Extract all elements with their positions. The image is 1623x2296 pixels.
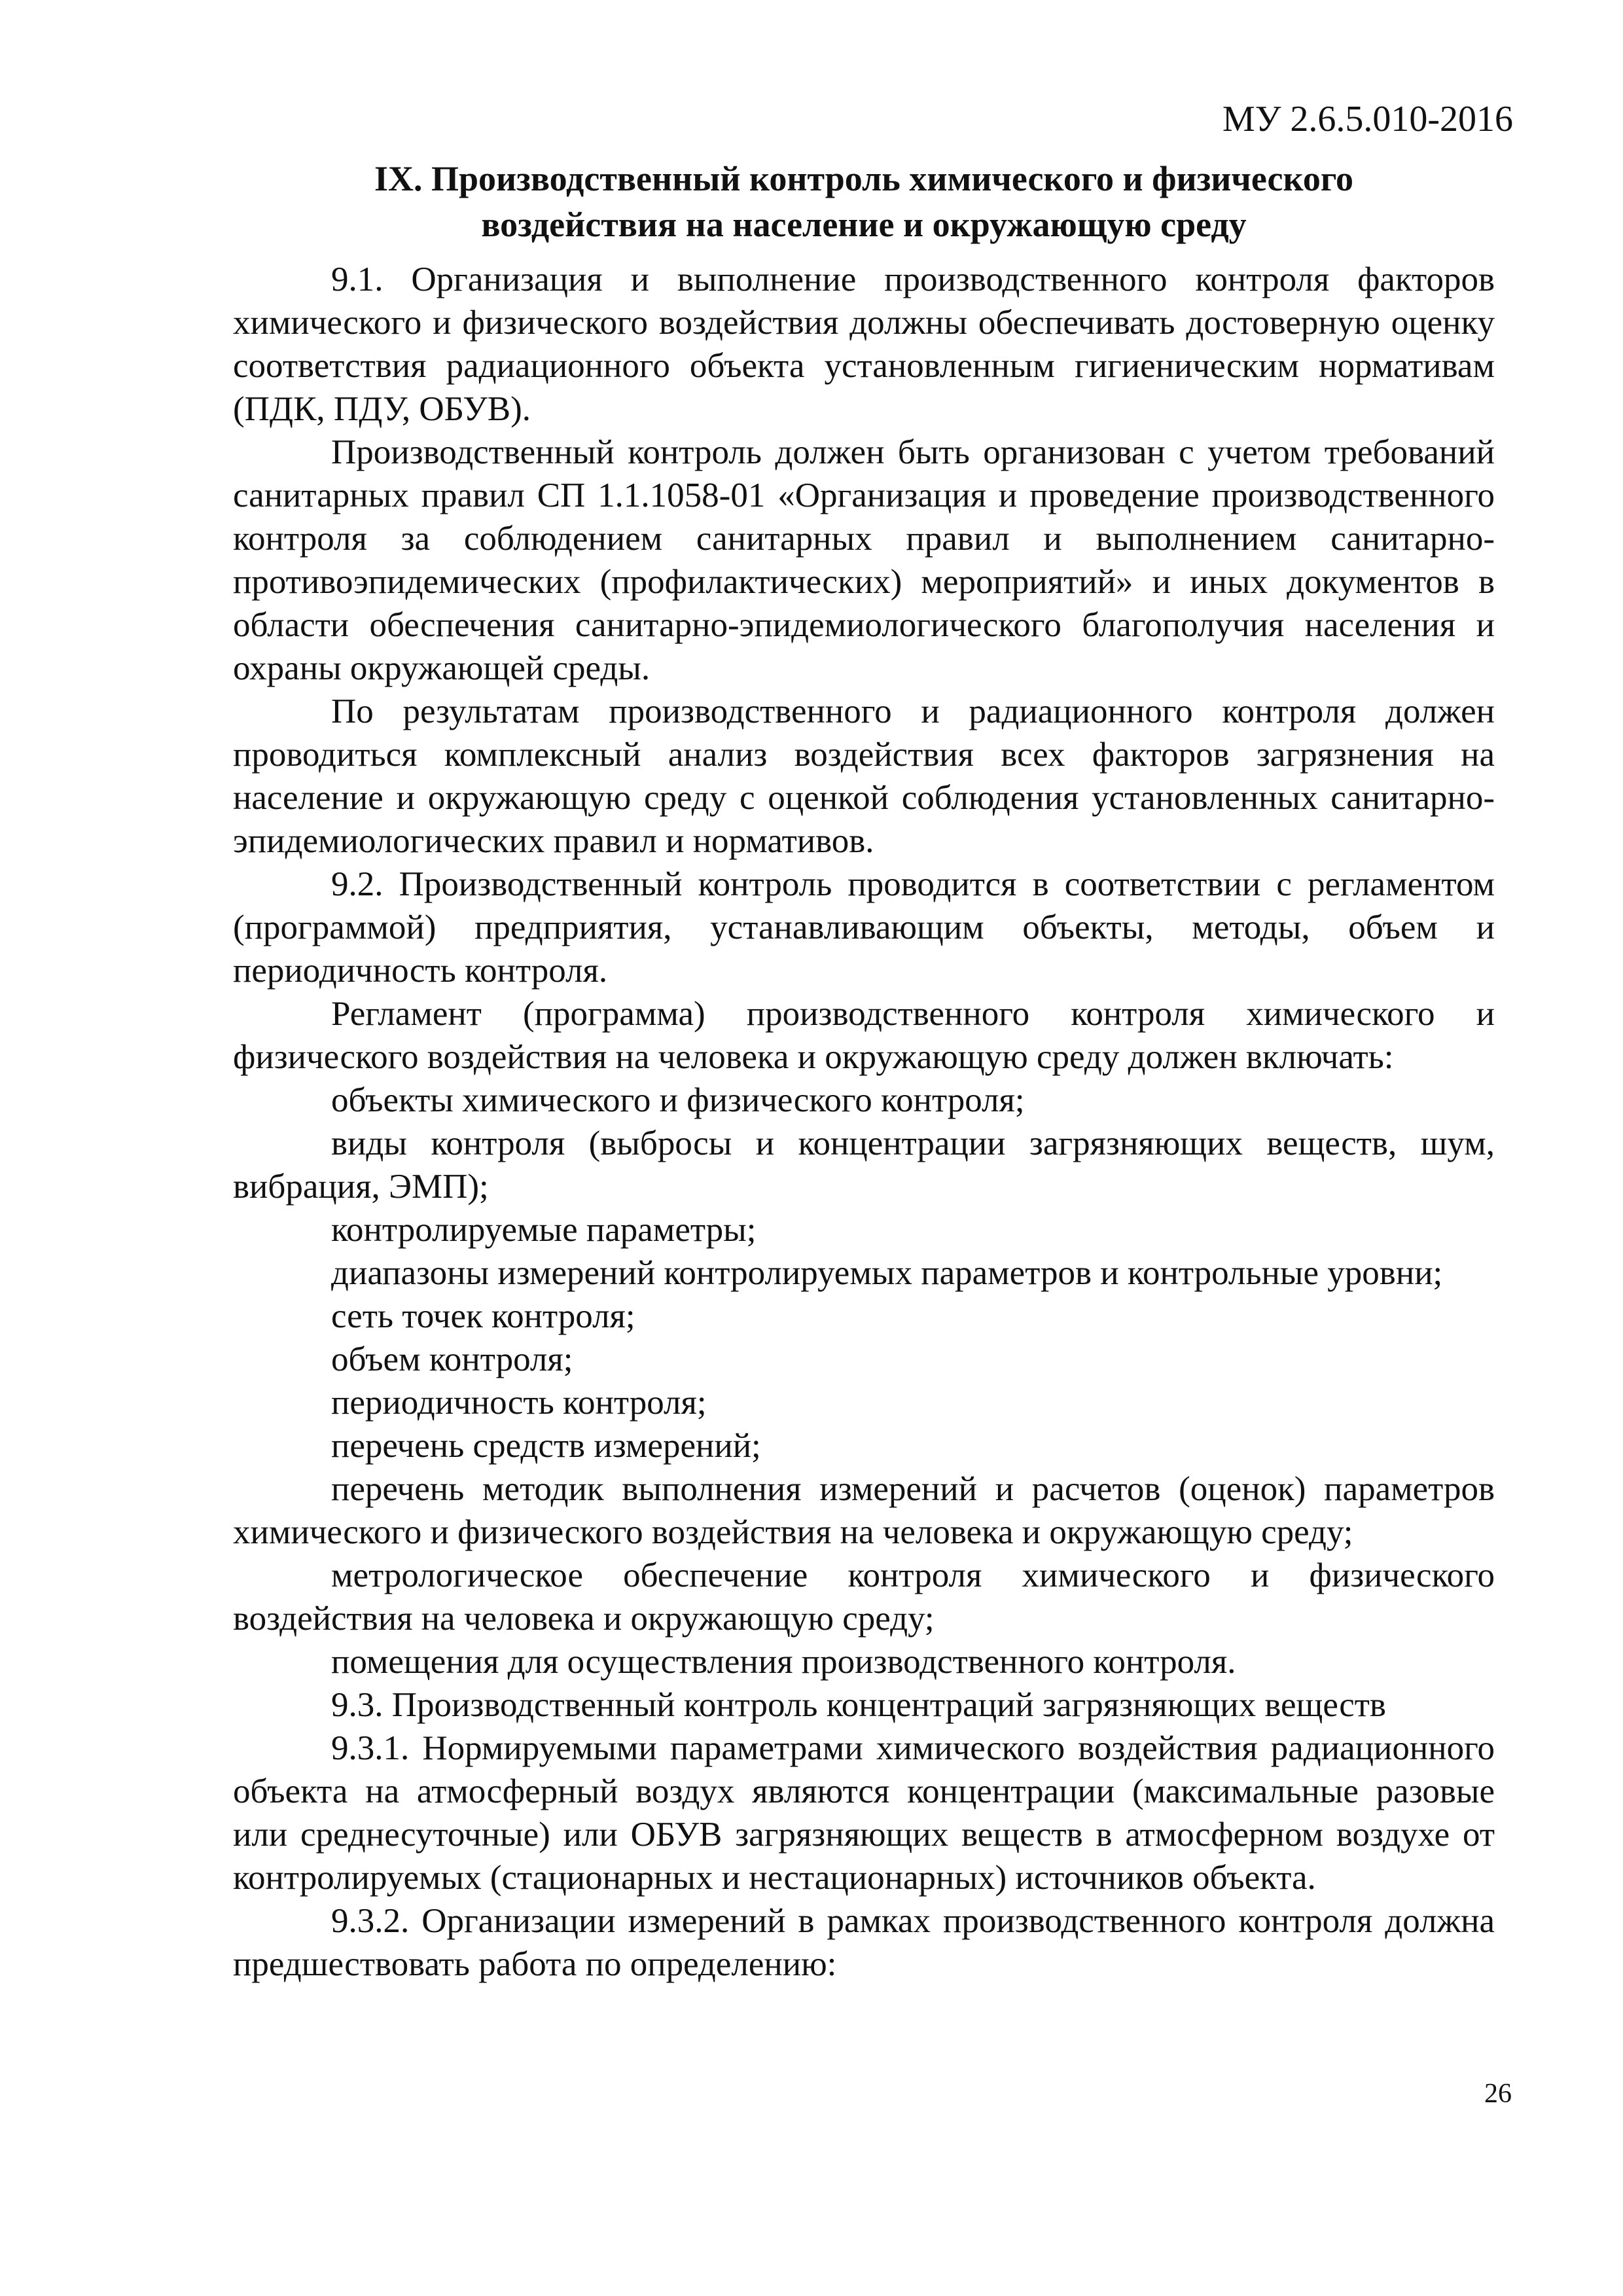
list-item: объем контроля;	[331, 1340, 573, 1378]
section-title-line-1: IX. Производственный контроль химического и физического	[374, 159, 1354, 198]
page-number: 26	[1484, 2079, 1512, 2109]
paragraph-complex-analysis: По результатам производственного и радиационного контроля должен проводиться комплексный анализ воздействия всех факторов загрязнения на население и окружающую среду с оценкой соблюдения установленных санитарно-эпидемиологических правил и нормативов.	[233, 692, 1495, 860]
section-title	[236, 156, 1492, 247]
paragraph-sp-requirements: Производственный контроль должен быть организован с учетом требований санитарных правил СП 1.1.1058-01 «Организация и проведение производственного контроля за соблюдением санитарных правил и выполнением санитарно-противоэпидемических (профилактических) мероприятий» и иных документов в области обеспечения санитарно-эпидемиологического благополучия населения и охраны окружающей среды.	[233, 433, 1495, 687]
paragraph-regulation-intro: Регламент (программа) производственного контроля химического и физического воздействия на человека и окружающую среду должен включать:	[233, 995, 1495, 1076]
regulation-contents-list	[233, 1079, 1495, 1683]
paragraph-9-3-2: 9.3.2. Организации измерений в рамках производственного контроля должна предшествовать работа по определению:	[233, 1902, 1495, 1983]
list-item: объекты химического и физического контроля;	[331, 1081, 1025, 1119]
list-item: сеть точек контроля;	[331, 1297, 635, 1335]
list-item: виды контроля (выбросы и концентрации загрязняющих веществ, шум, вибрация, ЭМП);	[233, 1124, 1495, 1206]
document-body	[233, 258, 1495, 1986]
paragraph-9-3: 9.3. Производственный контроль концентраций загрязняющих веществ	[331, 1686, 1386, 1724]
list-item: метрологическое обеспечение контроля химического и физического воздействия на человека и окружающую среду;	[233, 1556, 1495, 1638]
list-item: диапазоны измерений контролируемых параметров и контрольные уровни;	[331, 1254, 1443, 1292]
paragraph-9-1: 9.1. Организация и выполнение производственного контроля факторов химического и физического воздействия должны обеспечивать достоверную оценку соответствия радиационного объекта установленным гигиеническим нормативам (ПДК, ПДУ, ОБУВ).	[233, 260, 1495, 428]
section-title-line-2: воздействия на население и окружающую среду	[481, 205, 1247, 244]
paragraph-9-3-1: 9.3.1. Нормируемыми параметрами химического воздействия радиационного объекта на атмосферный воздух являются концентрации (максимальные разовые или среднесуточные) или ОБУВ загрязняющих веществ в атмосферном воздухе от контролируемых (стационарных и нестационарных) источников объекта.	[233, 1729, 1495, 1897]
list-item: контролируемые параметры;	[331, 1211, 757, 1249]
list-item: помещения для осуществления производственного контроля.	[331, 1643, 1236, 1681]
list-item: перечень методик выполнения измерений и расчетов (оценок) параметров химического и физического воздействия на человека и окружающую среду;	[233, 1470, 1495, 1551]
document-code: МУ 2.6.5.010-2016	[1222, 99, 1513, 139]
paragraph-9-2: 9.2. Производственный контроль проводится в соответствии с регламентом (программой) предприятия, устанавливающим объекты, методы, объем и периодичность контроля.	[233, 865, 1495, 990]
list-item: перечень средств измерений;	[331, 1427, 761, 1465]
list-item: периодичность контроля;	[331, 1384, 707, 1422]
